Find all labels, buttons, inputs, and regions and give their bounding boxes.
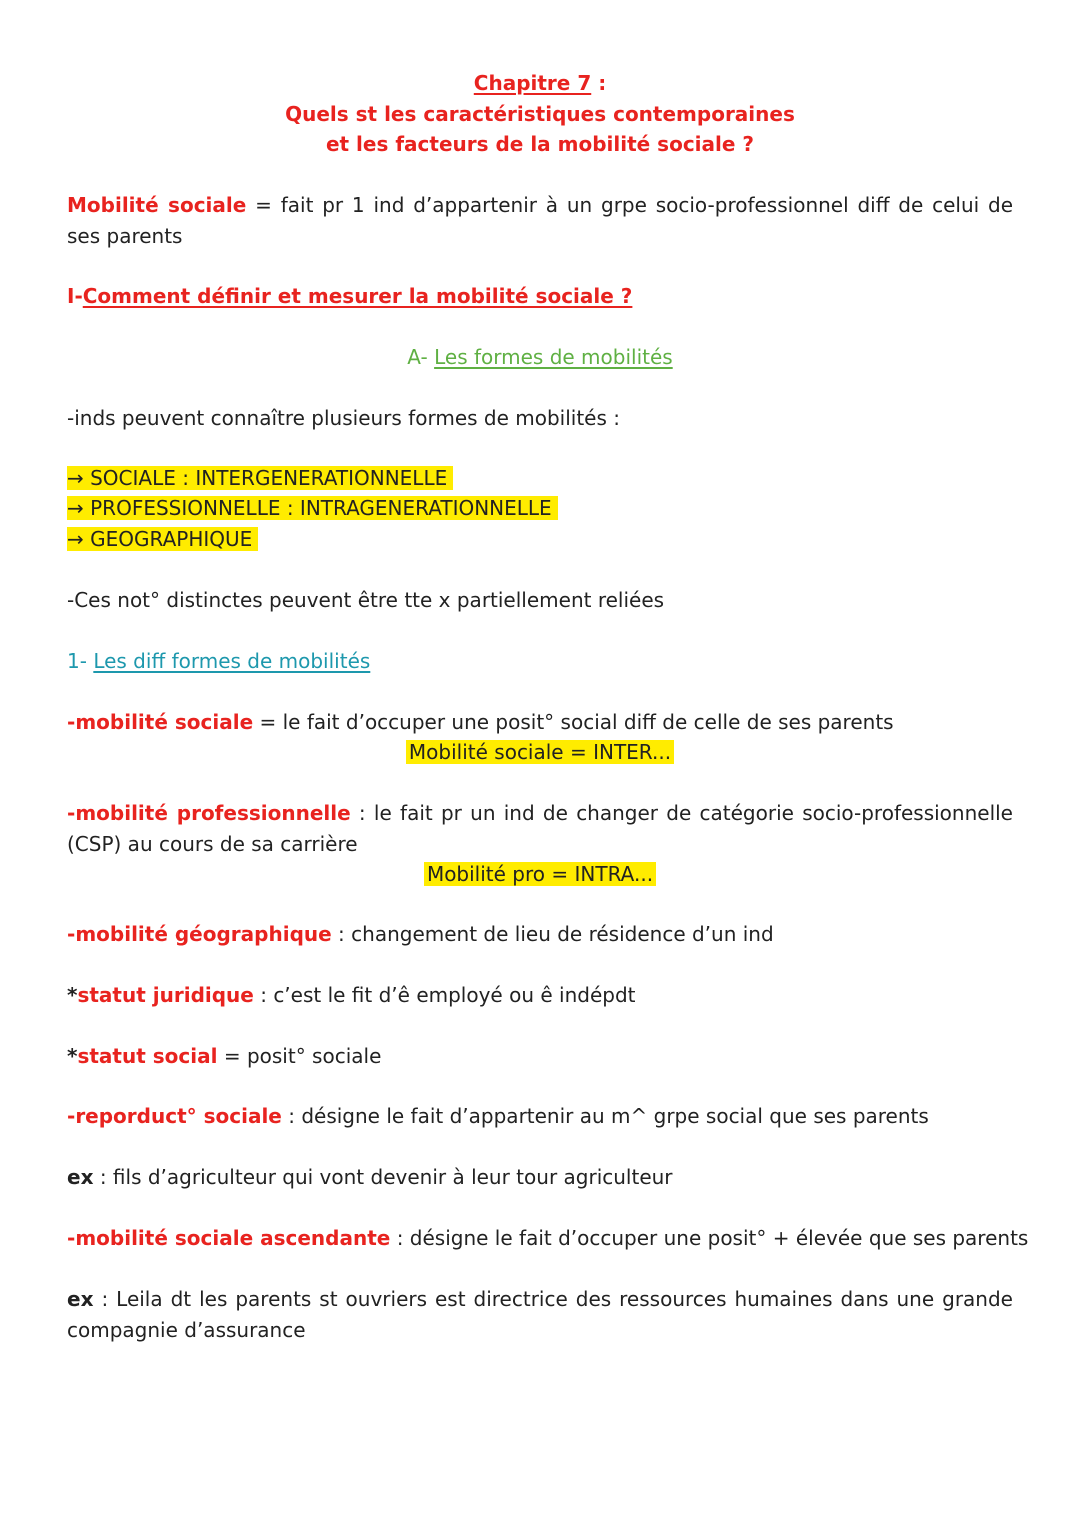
chapter-label: Chapitre 7 [473,71,592,95]
intro-line: -inds peuvent connaître plusieurs formes de mobilités : [67,406,620,430]
term: mobilité géographique [75,922,332,946]
term: mobilité professionnelle [75,801,351,825]
term: statut juridique [77,983,254,1007]
term: reporduct° sociale [75,1104,282,1128]
form-item-sociale [67,463,1013,494]
text: = posit° sociale [217,1044,382,1068]
star: * [67,1044,78,1068]
highlight-text: Mobilité sociale = INTER... [406,740,674,764]
title-line-1: Quels st les caractéristiques contemporaines [285,102,795,126]
text: = le fait d’occuper une posit° social diff de celle de ses parents [253,710,894,734]
text: : c’est le fit d’ê employé ou ê indépdt [253,983,636,1007]
chapter-colon: : [591,71,607,95]
subsection-1-prefix: 1- [67,649,94,673]
definition-mobilite-sociale [67,190,1013,252]
form-item-text: → GEOGRAPHIQUE [67,527,258,551]
text: : changement de lieu de résidence d’un ind [331,922,774,946]
highlight-mobilite-pro [0,859,1080,890]
subsection-a-title: Les formes de mobilités [434,345,673,369]
text: : le fait pr un ind de changer de catégorie socio-professionnelle (CSP) au cours de sa carrière [67,801,1013,856]
definition-mobilite-ascendante [67,1223,1029,1254]
example-text: : Leila dt les parents st ouvriers est directrice des ressources humaines dans une grande compagnie d’assurance [67,1287,1013,1342]
star: * [67,983,78,1007]
example-text: : fils d’agriculteur qui vont devenir à leur tour agriculteur [93,1165,673,1189]
example-label: ex [67,1287,94,1311]
highlight-mobilite-sociale [0,737,1080,768]
dash: - [67,1226,76,1250]
definition-statut-social [67,1041,1013,1072]
section-1-heading [67,281,1013,312]
definition-text: = fait pr 1 ind d’appartenir à un grpe socio-professionnel diff de celui de ses parents [67,193,1013,248]
term: mobilité sociale [75,710,254,734]
text: : désigne le fait d’appartenir au m^ grpe social que ses parents [281,1104,929,1128]
dash: - [67,801,76,825]
highlight-text: Mobilité pro = INTRA... [424,862,656,886]
title-line-2: et les facteurs de la mobilité sociale ? [325,132,755,156]
subsection-1-heading [67,646,1013,677]
subsection-a-prefix: A- [407,345,435,369]
term: mobilité sociale ascendante [75,1226,391,1250]
example-label: ex [67,1165,94,1189]
section-1-title: Comment définir et mesurer la mobilité sociale ? [82,284,633,308]
dash: - [67,710,76,734]
notions-line: -Ces not° distinctes peuvent être tte x partiellement reliées [67,588,665,612]
definition-mobilite-sociale-2 [67,707,1013,738]
definition-reproduction-sociale [67,1101,1013,1132]
form-item-professionnelle [67,493,1013,524]
definition-mobilite-professionnelle [67,798,1013,860]
form-item-geographique [67,524,1013,555]
example-1 [67,1162,1013,1193]
chapter-heading [0,68,1080,98]
definition-mobilite-geographique [67,919,1013,950]
subsection-a-heading [0,342,1080,373]
subsection-1-title: Les diff formes de mobilités [93,649,371,673]
example-2 [67,1284,1013,1346]
definition-term: Mobilité sociale [67,193,247,217]
definition-statut-juridique [67,980,1013,1011]
form-item-text: → SOCIALE : INTERGENERATIONNELLE [67,466,453,490]
dash: - [67,922,76,946]
section-1-prefix: I- [67,284,83,308]
form-item-text: → PROFESSIONNELLE : INTRAGENERATIONNELLE [67,496,558,520]
term: statut social [77,1044,218,1068]
dash: - [67,1104,76,1128]
text: : désigne le fait d’occuper une posit° + élevée que ses parents [390,1226,1029,1250]
